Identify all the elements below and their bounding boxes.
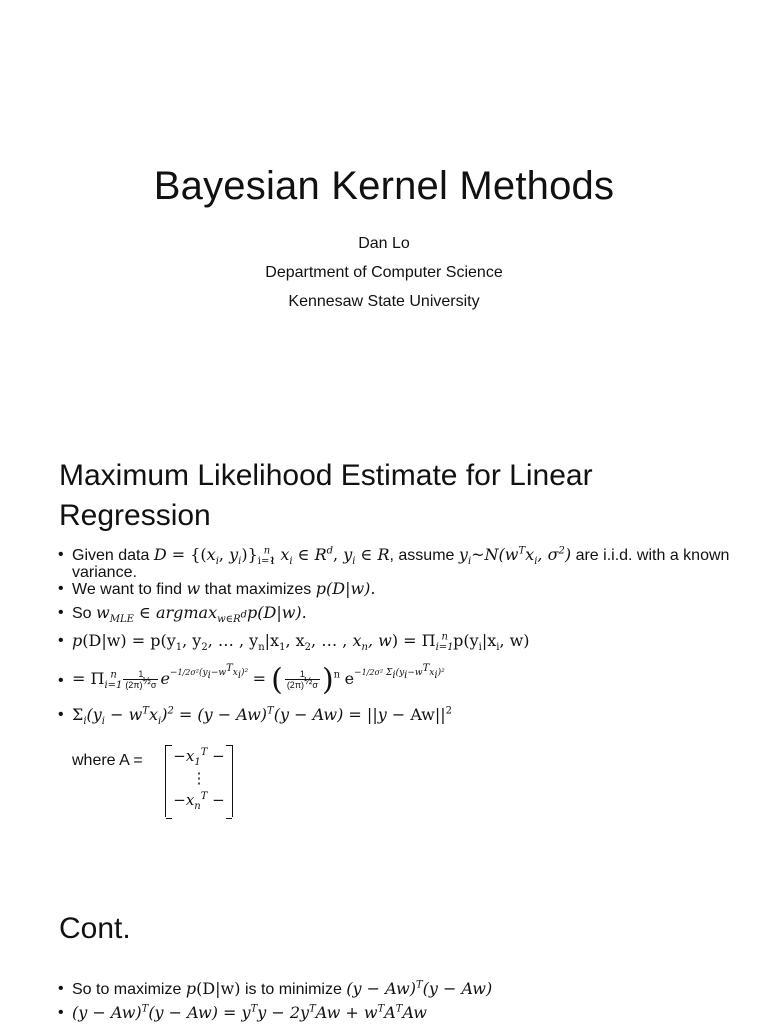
bullet-given-data: • Given data $D = \{(x_i$, $y_i)\}_{i=1}^n$, $x_i$ ∈ $R^d$, $y_i$ ∈ R, assume $y_i\sim N(w^Tx_i$, $\sigma^2$) are i.i.d. with a known variance. — [58, 545, 730, 581]
slide-heading: Cont. — [59, 912, 131, 945]
bullet-find-w: • We want to find w that maximizes p(D|w). — [58, 579, 376, 598]
matrix-row-1: $-x_1^T$ − — [173, 747, 225, 768]
matrix-row-2: ⋮ — [191, 769, 207, 787]
bullet-product: • = $\Pi_{i=1}^n$ $\frac{1}{(2\pi)^{\frac{1}{2}}\sigma}$ $e^{-1/2\sigma^2(y_i-w^Tx_i)^2}$ = ( $\frac{1}{(2\pi)^{\frac{1}{2}}\sigma}$ )$^n$ $e^{-1/2\sigma^2 \Sigma_i(y_i-w^Tx_i)^2}$ — [58, 662, 445, 698]
bullet-math: $(y - Aw)^T(y - Aw) = y^Ty - 2y^TAw + w^TA^TAw$ — [72, 1003, 427, 1022]
bullet-likelihood: • $p(D|w) = p(y_1$, $y_2$, … , $y_n|x_1$, $x_2$, … , $x_n$, $w) = \Pi_{i=1}^n$ $p(y_i|x_i$, w) — [58, 631, 530, 654]
author-block — [0, 229, 768, 316]
bullet-math: = Π — [72, 669, 105, 688]
bullet-list — [58, 546, 748, 732]
bullet-text: is to minimize — [244, 981, 342, 998]
fraction: $\frac{1}{(2\pi)^{\frac{1}{2}}\sigma}$ — [125, 669, 157, 691]
university: Kennesaw State University — [288, 293, 480, 310]
bullet-sum-squares: • $\Sigma_i(y_i - w^Tx_i)^2 = (y - Aw)^T(y - Aw) = ||y - Aw||^2$ — [58, 705, 453, 728]
bullet-text: are i.i.d. with a known variance. — [72, 547, 730, 581]
slide-mle — [0, 440, 768, 880]
title-slide — [0, 0, 768, 424]
bullet-text: So — [72, 605, 92, 622]
bullet-math2: $y_i\sim N(w^Tx_i$, $\sigma^2$) — [458, 545, 572, 568]
bullet-list — [58, 980, 748, 1024]
bullet-text: that maximizes — [204, 581, 312, 598]
slide-title: Bayesian Kernel Methods — [153, 164, 615, 208]
bullet-math: p — [72, 631, 83, 650]
matrix-row-3: $-x_n^T$ − — [173, 791, 225, 812]
bullet-math2: p(D|w). — [315, 579, 376, 598]
bullet-dot: • — [58, 546, 64, 563]
where-label: where A = — [72, 752, 143, 769]
bullet-text: , assume — [389, 547, 455, 564]
author-name: Dan Lo — [358, 235, 410, 252]
bullet-math: $w_{MLE}$ ∈ argmax$_{w\in R^d}$p(D|w). — [96, 603, 307, 626]
bullet-math2: $(y - Aw)^T(y - Aw)$ — [346, 979, 493, 998]
bullet-text: So to maximize — [72, 981, 182, 998]
bullet-wmle: • So $w_{MLE}$ ∈ argmax$_{w\in R^d}$p(D|w). — [58, 603, 307, 626]
department: Department of Computer Science — [265, 264, 503, 281]
slide-heading: Maximum Likelihood Estimate for Linear Regression — [59, 459, 593, 532]
bullet-text: Given data — [72, 547, 150, 564]
bullet-math: p — [185, 979, 197, 998]
slide-cont — [0, 896, 768, 1024]
matrix-A — [165, 745, 233, 817]
bullet-maximize: • So to maximize p(D|w) is to minimize $(y - Aw)^T(y - Aw)$ — [58, 979, 493, 998]
bullet-math: w — [186, 579, 201, 598]
bullet-math: D — [153, 545, 167, 564]
bullet-expand: • $(y - Aw)^T(y - Aw) = y^Ty - 2y^TAw + w^TA^TAw$ — [58, 1003, 427, 1022]
bullet-math: Σ — [72, 705, 84, 724]
bullet-text: We want to find — [72, 581, 182, 598]
